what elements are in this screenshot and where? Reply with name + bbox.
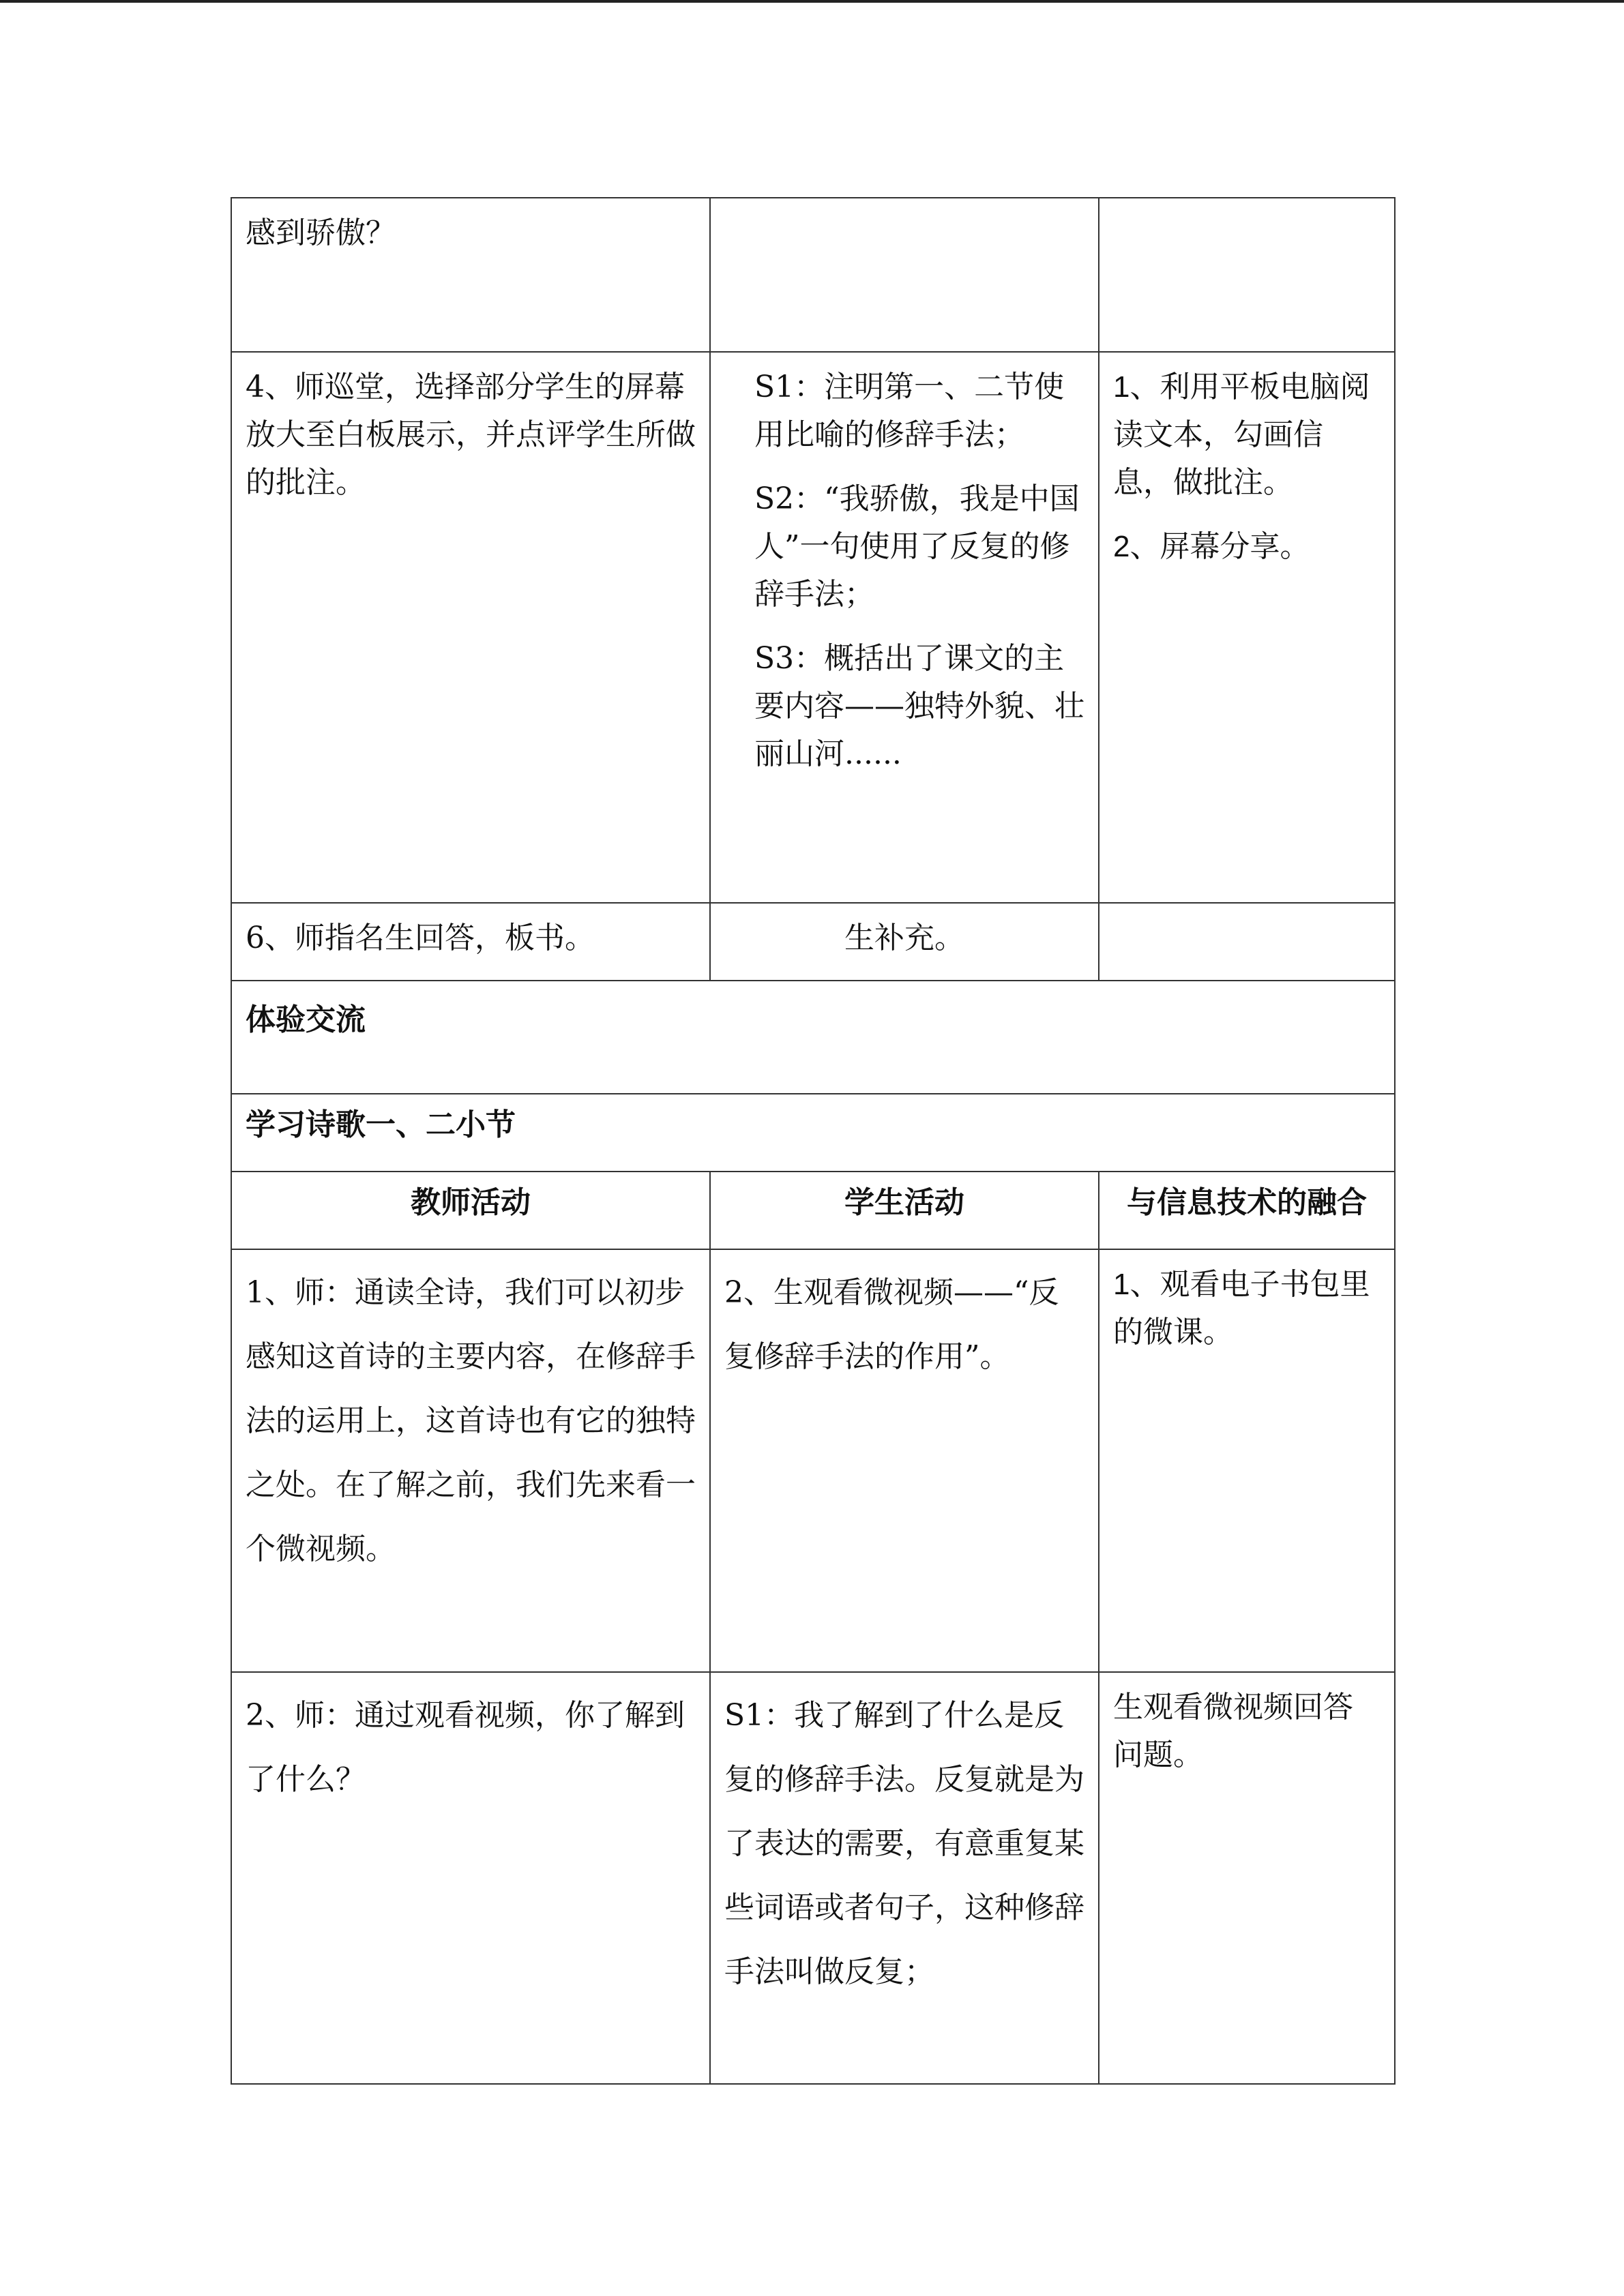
table-row	[231, 1672, 1395, 2084]
teacher-activity-cell	[231, 903, 710, 981]
tech-integration-cell	[1099, 1249, 1395, 1672]
student-activity-cell	[710, 903, 1099, 981]
table-row	[231, 903, 1395, 981]
tech-integration-text: 生观看微视频回答问题。	[1113, 1690, 1353, 1772]
student-activity-cell	[710, 1672, 1099, 2084]
teacher-activity-text: 4、师巡堂，选择部分学生的屏幕放大至白板展示，并点评学生所做的批注。	[246, 370, 696, 500]
student-activity-cell	[710, 352, 1099, 903]
tech-item-2: 2、屏幕分享。	[1113, 530, 1310, 563]
teacher-activity-cell	[231, 352, 710, 903]
teacher-activity-cell	[231, 1672, 710, 2084]
column-header-row	[231, 1172, 1395, 1249]
tech-integration-cell	[1099, 903, 1395, 981]
tech-item-1: 1、利用平板电脑阅读文本，勾画信息，做批注。	[1113, 370, 1370, 499]
teacher-activity-text: 感到骄傲？	[246, 215, 396, 250]
table-row	[231, 1249, 1395, 1672]
teacher-activity-cell	[231, 1249, 710, 1672]
lesson-plan-table	[231, 197, 1396, 2085]
student-activity-text: 生补充。	[844, 921, 964, 955]
table-row	[231, 352, 1395, 903]
tech-integration-cell	[1099, 1672, 1395, 2084]
section-title-row	[231, 981, 1395, 1094]
tech-integration-text: 1、观看电子书包里的微课。	[1113, 1268, 1370, 1349]
student-activity-cell	[710, 1249, 1099, 1672]
tech-integration-cell	[1099, 352, 1395, 903]
tech-integration-cell	[1099, 198, 1395, 352]
student-activity-text: S1：我了解到了什么是反复的修辞手法。反复就是为了表达的需要，有意重复某些词语或者句子，这种修辞手法叫做反复；	[724, 1698, 1084, 1989]
header-tech-integration: 与信息技术的融合	[1099, 1172, 1395, 1249]
student-response-s2: S2：“我骄傲，我是中国人”一句使用了反复的修辞手法；	[754, 481, 1080, 612]
subsection-title-row	[231, 1094, 1395, 1172]
table-row	[231, 198, 1395, 352]
student-response-s1: S1：注明第一、二节使用比喻的修辞手法；	[754, 370, 1065, 452]
teacher-activity-text: 1、师：通读全诗，我们可以初步感知这首诗的主要内容，在修辞手法的运用上，这首诗也有它的独特之处。在了解之前，我们先来看一个微视频。	[246, 1275, 696, 1566]
header-student-activity: 学生活动	[710, 1172, 1099, 1249]
subsection-title: 学习诗歌一、二小节	[231, 1094, 1395, 1172]
section-title: 体验交流	[231, 981, 1395, 1094]
page-top-border	[0, 0, 1624, 3]
student-response-s3: S3：概括出了课文的主要内容——独特外貌、壮丽山河......	[754, 641, 1084, 771]
teacher-activity-text: 6、师指名生回答，板书。	[246, 921, 595, 955]
teacher-activity-text: 2、师：通过观看视频，你了解到了什么？	[246, 1698, 685, 1797]
student-activity-cell	[710, 198, 1099, 352]
teacher-activity-cell	[231, 198, 710, 352]
student-activity-text: 2、生观看微视频——“反复修辞手法的作用”。	[724, 1275, 1059, 1374]
header-teacher-activity: 教师活动	[231, 1172, 710, 1249]
